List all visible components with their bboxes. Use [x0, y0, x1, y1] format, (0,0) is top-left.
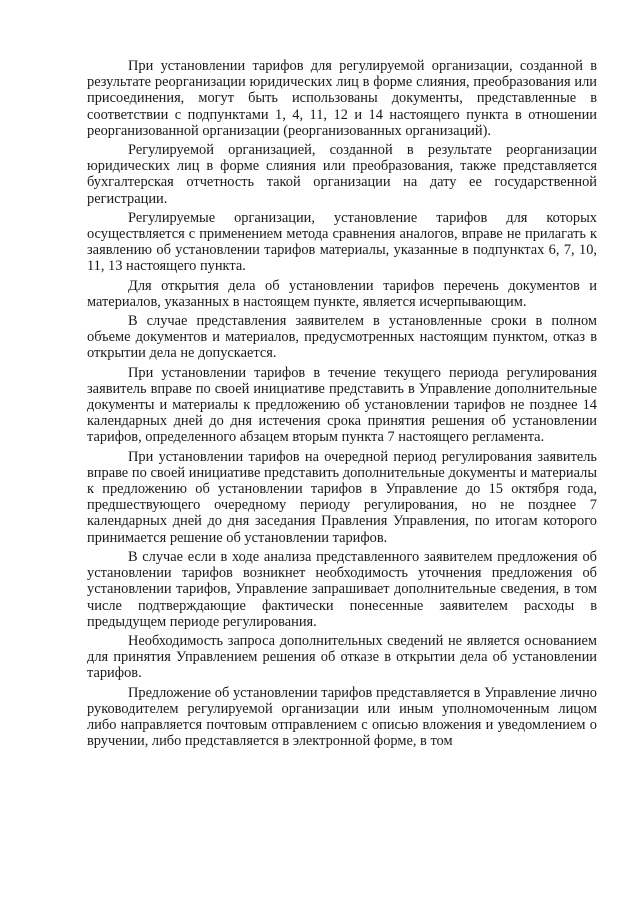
paragraph-2: Регулируемой организацией, созданной в результате реорганизации юридических лиц в форме слияния или преобразования, также представляется бухгалтерская отчетность такой организации на дату ее государственной регистрации.	[87, 142, 597, 207]
paragraph-4: Для открытия дела об установлении тарифов перечень документов и материалов, указанных в настоящем пункте, является исчерпывающим.	[87, 277, 597, 310]
paragraph-7: При установлении тарифов на очередной период регулирования заявитель вправе по своей инициативе представить дополнительные документы и материалы к предложению об установлении тарифов в Управление до 15 октября года, предшествующего очередному периоду регулирования, но не позднее 7 календарных дней до дня заседания Правления Управления, по итогам которого принимается решение об установлении тарифов.	[87, 448, 597, 546]
paragraph-1: При установлении тарифов для регулируемой организации, созданной в результате реорганизации юридических лиц в форме слияния, преобразования или присоединения, могут быть использованы документы, представленные в соответствии с подпунктами 1, 4, 11, 12 и 14 настоящего пункта в отношении реорганизованной организации (реорганизованных организаций).	[87, 58, 597, 139]
paragraph-8: В случае если в ходе анализа представленного заявителем предложения об установлении тарифов возникнет необходимость уточнения предложения об установлении тарифов, Управление запрашивает дополнительные сведения, в том числе подтверждающие фактически понесенные заявителем расходы в предыдущем периоде регулирования.	[87, 548, 597, 630]
paragraph-10: Предложение об установлении тарифов представляется в Управление лично руководителем регулируемой организации или иным уполномоченным лицом либо направляется почтовым отправлением с описью вложения и уведомлением о вручении, либо представляется в электронной форме, в том	[87, 684, 597, 750]
paragraph-5: В случае представления заявителем в установленные сроки в полном объеме документов и материалов, предусмотренных настоящим пунктом, отказ в открытии дела не допускается.	[87, 313, 597, 362]
document-page	[87, 58, 597, 752]
paragraph-9: Необходимость запроса дополнительных сведений не является основанием для принятия Управлением решения об отказе в открытии дела об установлении тарифов.	[87, 632, 597, 682]
paragraph-6: При установлении тарифов в течение текущего периода регулирования заявитель вправе по своей инициативе представить в Управление дополнительные документы и материалы к предложению об установлении тарифов не позднее 14 календарных дней до дня истечения срока принятия решения об установлении тарифов, определенного абзацем вторым пункта 7 настоящего регламента.	[87, 364, 597, 446]
paragraph-3: Регулируемые организации, установление тарифов для которых осуществляется с применением метода сравнения аналогов, вправе не прилагать к заявлению об установлении тарифов материалы, указанные в подпунктах 6, 7, 10, 11, 13 настоящего пункта.	[87, 209, 597, 275]
